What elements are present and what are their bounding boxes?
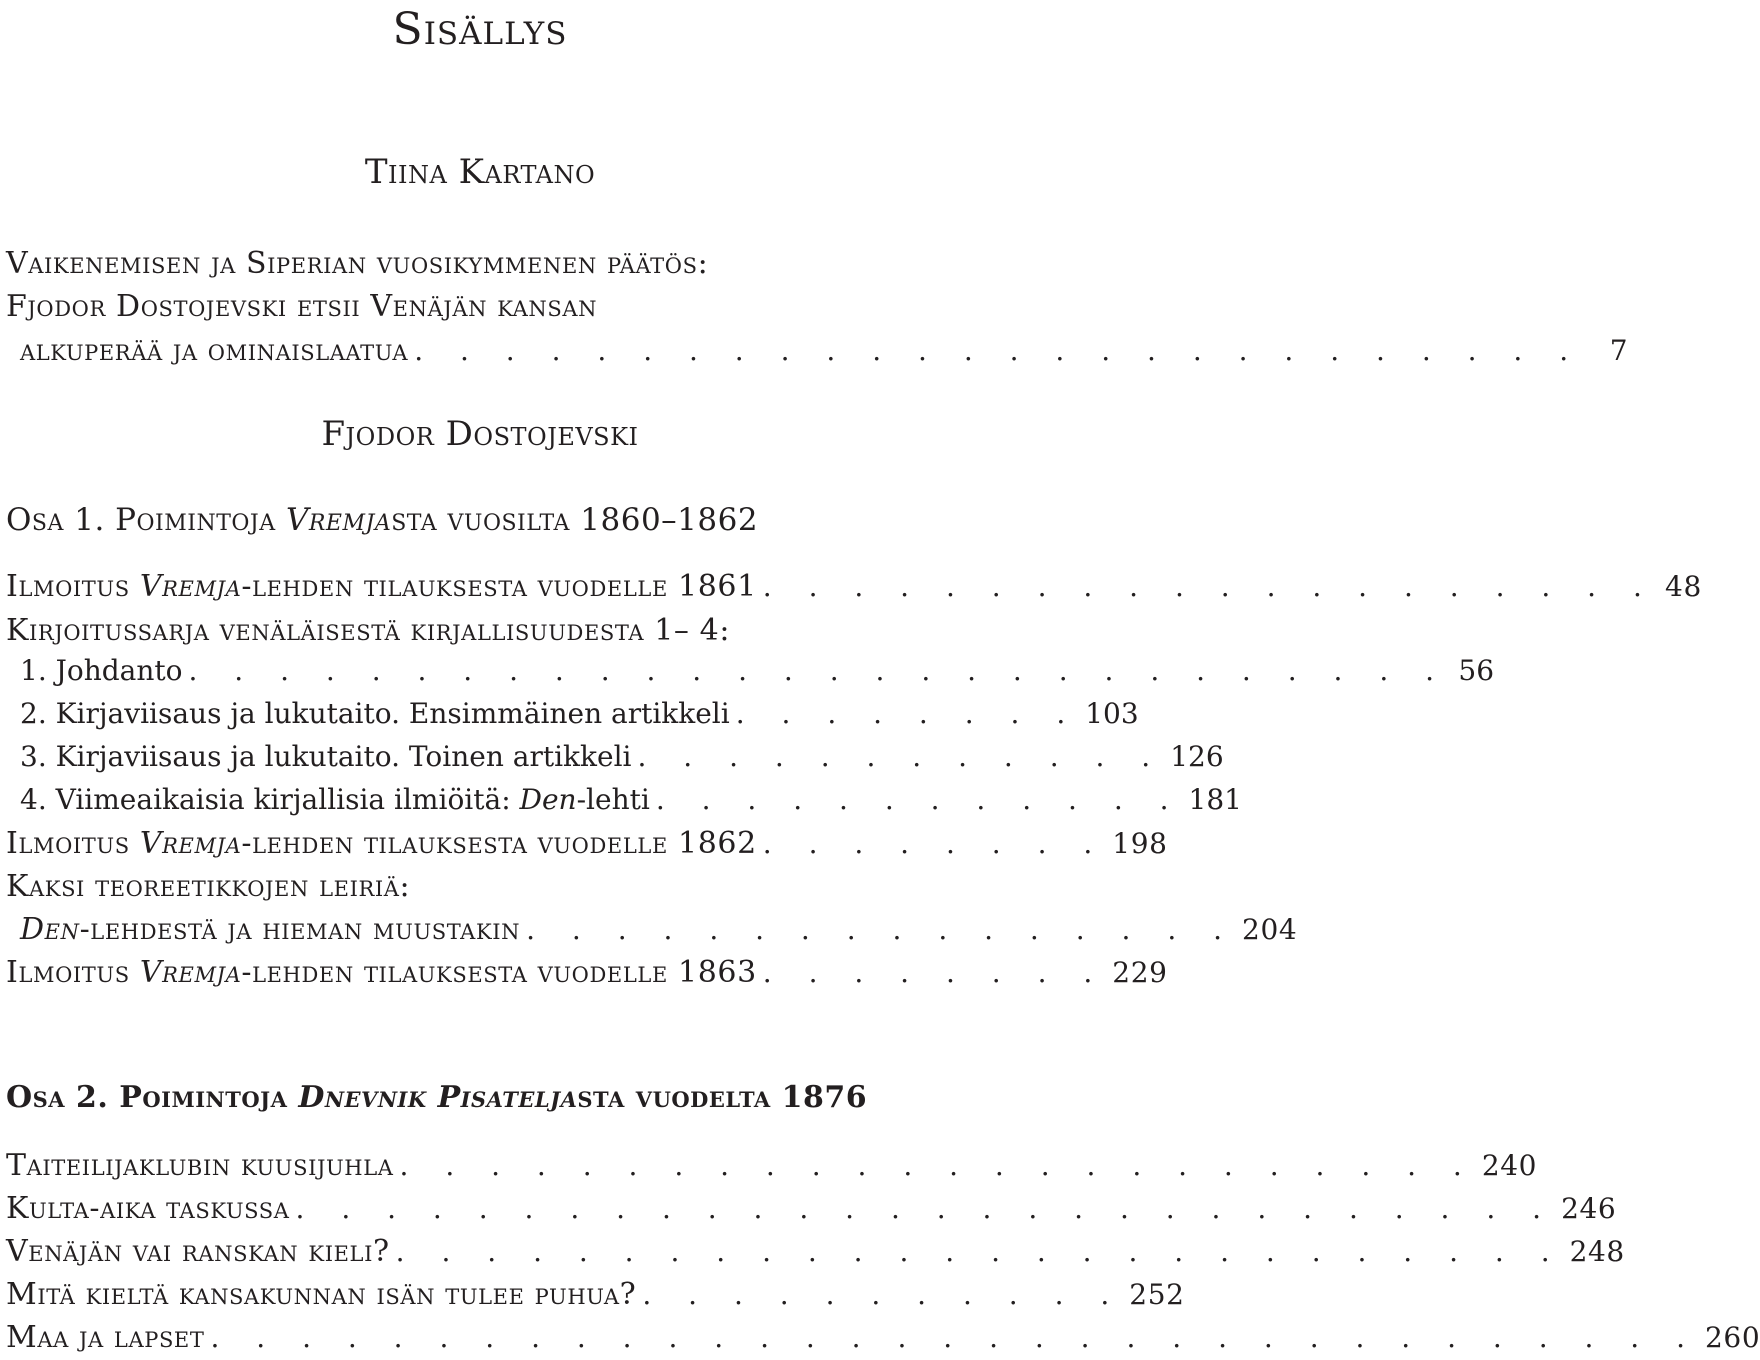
- entry-title: Kaksi teoreetikkojen leiriä:: [6, 869, 411, 904]
- author-heading-dostojevski: Fjodor Dostojevski: [321, 414, 639, 454]
- dot-leader: . . . . . . . . . . . .: [655, 783, 1183, 816]
- dot-leader: . . . . . . . . . . . . . . . .: [526, 913, 1237, 946]
- entry-title: Maa ja lapset: [6, 1320, 205, 1355]
- dot-leader: . . . . . . . . . . . . . . . . . . . . . . . . . . . . . . . . .: [210, 1321, 1699, 1354]
- toc-entry-essay-line3[interactable]: [20, 333, 1629, 373]
- entry-title: 3. Kirjaviisaus ja lukutaito. Toinen artikkeli: [20, 740, 632, 773]
- toc-entry[interactable]: [6, 1148, 1538, 1188]
- toc-entry[interactable]: [6, 1320, 1760, 1360]
- entry-title: 4. Viimeaikaisia kirjallisia ilmiöitä: Den-lehti: [20, 783, 650, 816]
- toc-entry[interactable]: [20, 912, 1298, 952]
- page-number: 248: [1569, 1235, 1625, 1268]
- dot-leader: . . . . . . . .: [762, 827, 1107, 860]
- dot-leader: . . . . . . . . . . . . . . . . . . . . . . . .: [399, 1149, 1476, 1182]
- page-number: 252: [1129, 1278, 1185, 1311]
- page-number: 240: [1481, 1149, 1538, 1182]
- author-heading-kartano: Tiina Kartano: [364, 152, 596, 192]
- part-suffix: sta vuosilta 1860–1862: [391, 502, 759, 538]
- dot-leader: . . . . . . . .: [762, 956, 1107, 989]
- entry-title: Vaikenemisen ja Siperian vuosikymmenen päätös:: [6, 246, 709, 281]
- entry-title: alkuperää ja ominaislaatua: [20, 333, 409, 368]
- dot-leader: . . . . . . . . . . . . . . . . . . . .: [762, 570, 1656, 603]
- part-prefix: Osa 1. Poimintoja: [6, 502, 286, 538]
- entry-title: Ilmoitus Vremja-lehden tilauksesta vuodelle 1862: [6, 826, 757, 861]
- dot-leader: . . . . . . . . . . . . . . . . . . . . . . . . . .: [395, 1235, 1564, 1268]
- part-suffix: sta vuodelta 1876: [577, 1080, 868, 1115]
- page-number: 181: [1188, 783, 1242, 816]
- toc-entry[interactable]: [6, 1191, 1617, 1231]
- entry-title: Kirjoitussarja venäläisestä kirjallisuudesta 1– 4:: [6, 613, 731, 648]
- dot-leader: . . . . . . . .: [735, 697, 1080, 730]
- entry-title: Fjodor Dostojevski etsii Venäjän kansan: [6, 289, 598, 324]
- dot-leader: . . . . . . . . . . . . . . . . . . . . . . . . . . . .: [188, 654, 1449, 687]
- toc-entry[interactable]: [20, 697, 1139, 737]
- toc-entry[interactable]: [6, 1277, 1185, 1317]
- page-number: 260: [1705, 1321, 1760, 1354]
- entry-title: Den-lehdestä ja hieman muustakin: [20, 912, 521, 947]
- page-number: 103: [1085, 697, 1139, 730]
- toc-entry[interactable]: [20, 654, 1495, 694]
- page-number: 7: [1609, 334, 1629, 367]
- entry-title: Venäjän vai ranskan kieli?: [6, 1234, 390, 1269]
- toc-entry[interactable]: [6, 955, 1168, 995]
- part-italic: Dnevnik Pisatelja: [298, 1080, 578, 1115]
- toc-entry[interactable]: [6, 1234, 1625, 1274]
- dot-leader: . . . . . . . . . . . . . . . . . . . . . . . . . . . .: [295, 1192, 1556, 1225]
- page-number: 229: [1112, 956, 1168, 989]
- toc-entry[interactable]: [6, 826, 1168, 866]
- toc-entry[interactable]: [20, 740, 1224, 780]
- dot-leader: . . . . . . . . . . . .: [637, 740, 1165, 773]
- part1-heading: [6, 502, 954, 538]
- page-number: 56: [1458, 654, 1495, 687]
- entry-title: Mitä kieltä kansakunnan isän tulee puhua?: [6, 1277, 637, 1312]
- toc-entry[interactable]: [20, 783, 1242, 823]
- toc-entry-essay-line2[interactable]: [6, 289, 954, 329]
- part-italic: Vremja: [285, 502, 392, 538]
- entry-title: 1. Johdanto: [20, 654, 183, 687]
- toc-entry[interactable]: [6, 569, 1702, 609]
- toc-entry-essay-line1[interactable]: [6, 246, 954, 286]
- page-number: 198: [1112, 827, 1168, 860]
- entry-title: Ilmoitus Vremja-lehden tilauksesta vuodelle 1863: [6, 955, 757, 990]
- dot-leader: . . . . . . . . . . . . . . . . . . . . . . . . . .: [414, 334, 1583, 367]
- entry-title: Taiteilijaklubin kuusijuhla: [6, 1148, 394, 1183]
- toc-entry[interactable]: [6, 613, 954, 653]
- dot-leader: . . . . . . . . . . .: [642, 1278, 1124, 1311]
- entry-title: Kulta-aika taskussa: [6, 1191, 290, 1226]
- entry-title: Ilmoitus Vremja-lehden tilauksesta vuodelle 1861: [6, 569, 757, 604]
- part-prefix: Osa 2. Poimintoja: [6, 1080, 299, 1115]
- page-title: Sisällys: [392, 4, 568, 55]
- toc-entry[interactable]: [6, 869, 954, 909]
- page-number: 48: [1665, 570, 1702, 603]
- page-number: 246: [1561, 1192, 1617, 1225]
- part2-heading: [6, 1080, 954, 1115]
- entry-title: 2. Kirjaviisaus ja lukutaito. Ensimmäinen artikkeli: [20, 697, 730, 730]
- page-number: 126: [1170, 740, 1224, 773]
- page-number: 204: [1242, 913, 1298, 946]
